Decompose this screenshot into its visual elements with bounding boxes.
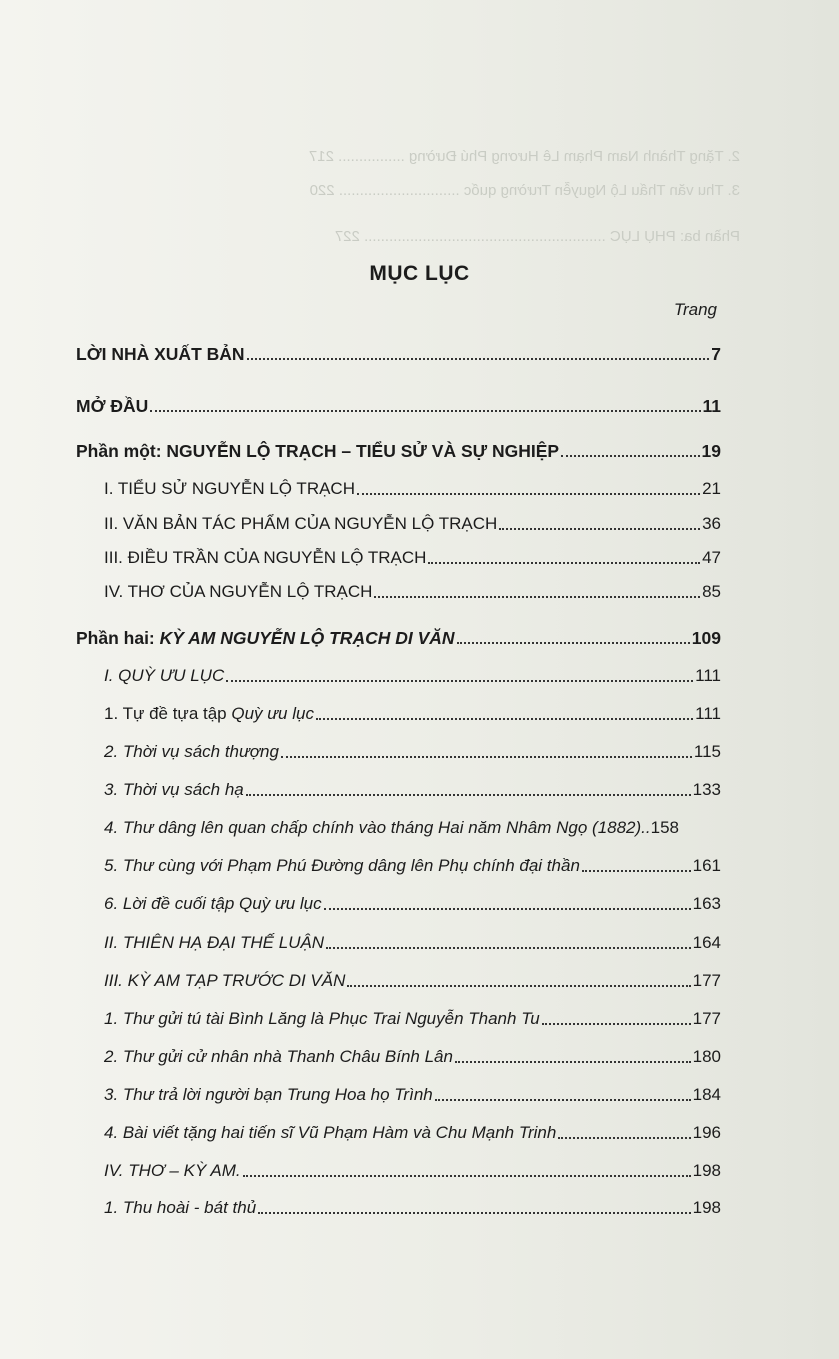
toc-entry[interactable] [104,513,721,535]
leader-dots [316,718,693,720]
leader-dots [455,1061,691,1063]
toc-page-number: 85 [702,582,721,601]
toc-page-number: 177 [692,1009,721,1028]
leader-dots [281,756,692,758]
toc-entry-label [104,703,314,725]
toc-entry-label [76,627,455,649]
toc-entry[interactable] [104,478,721,500]
toc-entry-label: IV. THƠ CỦA NGUYỄN LỘ TRẠCH [104,582,373,601]
toc-page-number: 7 [711,344,721,364]
toc-page-number: 198 [692,1161,721,1180]
toc-entry-label: 4. Thư dâng lên quan chấp chính vào tháng Hai năm Nhâm Ngọ (1882).. [104,818,651,837]
leader-dots [561,455,699,457]
leader-dots [435,1099,691,1101]
toc-entry-title-italic: KỲ AM NGUYỄN LỘ TRẠCH DI VĂN [159,628,455,648]
toc-entry-label: 3. Thư trả lời người bạn Trung Hoa họ Trình [104,1085,433,1104]
toc-entry[interactable] [104,1008,721,1030]
toc-entry[interactable] [76,440,721,462]
toc-page-number: 177 [692,971,721,990]
toc-page-number: 164 [692,933,721,952]
toc-page-number: 109 [691,628,721,648]
bleed-through-text: Phần ba: PHỤ LỤC .......................................................... 227 [334,228,740,245]
toc-entry[interactable] [104,1160,721,1182]
toc-page-number: 158 [650,818,679,837]
toc-page-number: 133 [692,780,721,799]
leader-dots [243,1175,691,1177]
toc-entry[interactable] [104,1084,721,1106]
toc-entry-label: 3. Thời vụ sách hạ [104,780,244,799]
toc-page-number: 21 [702,479,721,498]
toc-entry-label: 1. Thư gửi tú tài Bình Lăng là Phục Trai Nguyễn Thanh Tu [104,1009,540,1028]
toc-entry-label: III. KỲ AM TẠP TRƯỚC DI VĂN [104,971,346,990]
toc-entry-label: 6. Lời đề cuối tập Quỳ ưu lục [104,894,322,913]
toc-entry-label: II. THIÊN HẠ ĐẠI THẾ LUẬN [104,933,325,952]
toc-page-number: 180 [692,1047,721,1066]
bleed-through-text: 2. Tặng Thành Nam Phạm Lê Hương Phú Đường ................ 217 [308,148,740,165]
toc-entry[interactable] [104,932,721,954]
toc-entry-label: LỜI NHÀ XUẤT BẢN [76,344,245,364]
leader-dots [258,1212,690,1214]
leader-dots [542,1023,691,1025]
leader-dots [457,642,690,644]
toc-entry-title-italic: Quỳ ưu lục [231,704,314,723]
leader-dots [326,947,691,949]
toc-page-number: 161 [692,856,721,875]
leader-dots [150,410,700,412]
toc-entry-prefix: Phần hai: [76,628,160,648]
toc-page-number: 11 [702,396,721,416]
leader-dots [499,528,700,530]
toc-entry-label: 4. Bài viết tặng hai tiến sĩ Vũ Phạm Hàm và Chu Mạnh Trinh [104,1123,557,1142]
toc-entry-prefix: 1. Tự đề tựa tập [104,704,232,723]
leader-dots [347,985,690,987]
toc-page-number: 111 [695,666,721,685]
toc-entry-label: III. ĐIỀU TRẦN CỦA NGUYỄN LỘ TRẠCH [104,548,427,567]
leader-dots [374,596,700,598]
toc-entry[interactable] [76,395,721,417]
toc-page-number: 111 [695,704,721,723]
toc-entry-label: I. TIỂU SỬ NGUYỄN LỘ TRẠCH [104,479,355,498]
toc-entry[interactable] [104,1046,721,1068]
toc-entry[interactable] [104,547,721,569]
leader-dots [357,493,700,495]
toc-entry-label: 5. Thư cùng với Phạm Phú Đường dâng lên Phụ chính đại thần [104,856,580,875]
toc-entry[interactable] [104,703,721,725]
toc-entry[interactable] [104,581,721,603]
toc-entry[interactable] [76,343,721,365]
toc-entry-label: 1. Thu hoài - bát thủ [104,1198,257,1217]
toc-entry[interactable] [104,970,721,992]
toc-page-number: 19 [701,441,721,461]
leader-dots [246,794,691,796]
toc-entry[interactable] [104,1122,721,1144]
toc-entry[interactable] [104,855,721,877]
toc-page-number: 163 [692,894,721,913]
leader-dots [582,870,691,872]
bleed-through-text: 3. Thu văn Thấu Lộ Nguyễn Trường quốc ............................. 220 [309,182,740,199]
toc-entry[interactable] [104,817,721,839]
toc-entry[interactable] [104,741,721,763]
leader-dots [324,908,691,910]
leader-dots [428,562,700,564]
toc-entry-label: II. VĂN BẢN TÁC PHẨM CỦA NGUYỄN LỘ TRẠCH [104,514,498,533]
toc-page-number: 115 [693,742,721,761]
toc-entry[interactable] [76,627,721,649]
toc-page-number: 196 [692,1123,721,1142]
toc-entry[interactable] [104,665,721,687]
toc-entry-label: 2. Thời vụ sách thượng [104,742,279,761]
toc-entry-label: 2. Thư gửi cử nhân nhà Thanh Châu Bính Lân [104,1047,453,1066]
toc-page-number: 47 [702,548,721,567]
page-column-label: Trang [673,300,717,319]
toc-entry[interactable] [104,779,721,801]
toc-entry-label: I. QUỲ ƯU LỤC [104,666,225,685]
leader-dots [558,1137,690,1139]
toc-entry-label: Phần một: NGUYỄN LỘ TRẠCH – TIỂU SỬ VÀ SỰ NGHIỆP [76,441,560,461]
toc-entry-label: MỞ ĐẦU [76,396,149,416]
toc-page-number: 198 [692,1198,721,1217]
leader-dots [247,358,710,360]
leader-dots [226,680,693,682]
toc-page-number: 36 [702,514,721,533]
toc-entry[interactable] [104,1197,721,1219]
page-title: MỤC LỤC [369,262,470,285]
toc-entry[interactable] [104,893,721,915]
toc-page-number: 184 [692,1085,721,1104]
toc-entry-label: IV. THƠ – KỲ AM. [104,1161,241,1180]
